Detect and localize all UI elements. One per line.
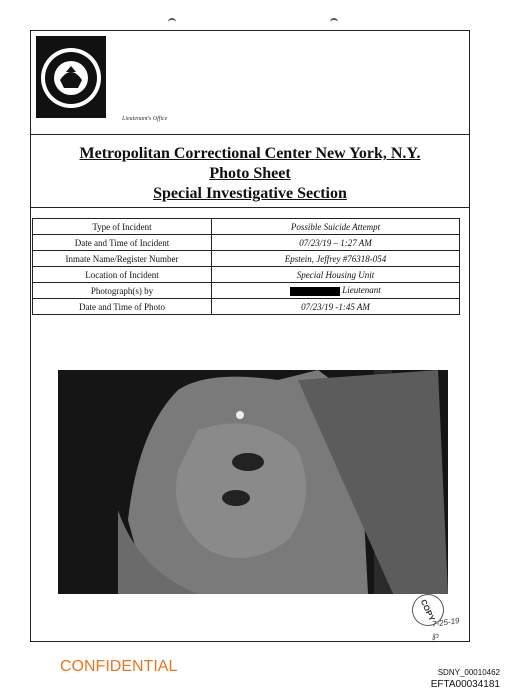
title-block [31,134,469,208]
row-label: Photograph(s) by [33,283,212,299]
copy-stamp: COPY [407,589,450,632]
page-subtitle: Photo Sheet [209,165,291,182]
row-value: 07/23/19 -1:45 AM [212,299,460,315]
row-value: Lieutenant [212,283,460,299]
binder-hole-mark [330,18,338,26]
stamp-date: 7-25-19 [431,616,461,629]
table-row [33,299,460,315]
row-value: Special Housing Unit [212,267,460,283]
redaction-bar [290,287,340,296]
row-value: Epstein, Jeffrey #76318-054 [212,251,460,267]
page-title: Metropolitan Correctional Center New York, N.Y. [79,145,421,162]
row-label: Inmate Name/Register Number [33,251,212,267]
doj-bop-seal-icon [36,36,106,118]
row-label: Location of Incident [33,267,212,283]
stamp-initial-icon: ℘ [432,630,439,641]
office-label: Lieutenant's Office [122,116,168,122]
table-row [33,283,460,299]
section-title: Special Investigative Section [153,185,347,202]
table-row [33,267,460,283]
row-value: 07/23/19 – 1:27 AM [212,235,460,251]
bates-number-efta: EFTA00034181 [430,679,500,690]
incident-info-table [32,218,460,315]
row-label: Date and Time of Photo [33,299,212,315]
row-label: Date and Time of Incident [33,235,212,251]
table-row [33,251,460,267]
confidential-label: CONFIDENTIAL [60,658,178,675]
binder-hole-mark [168,18,176,26]
table-row [33,219,460,235]
incident-photo [58,370,448,594]
row-label: Type of Incident [33,219,212,235]
bates-number-sdny: SDNY_00010462 [437,668,500,677]
table-row [33,235,460,251]
row-value: Possible Suicide Attempt [212,219,460,235]
